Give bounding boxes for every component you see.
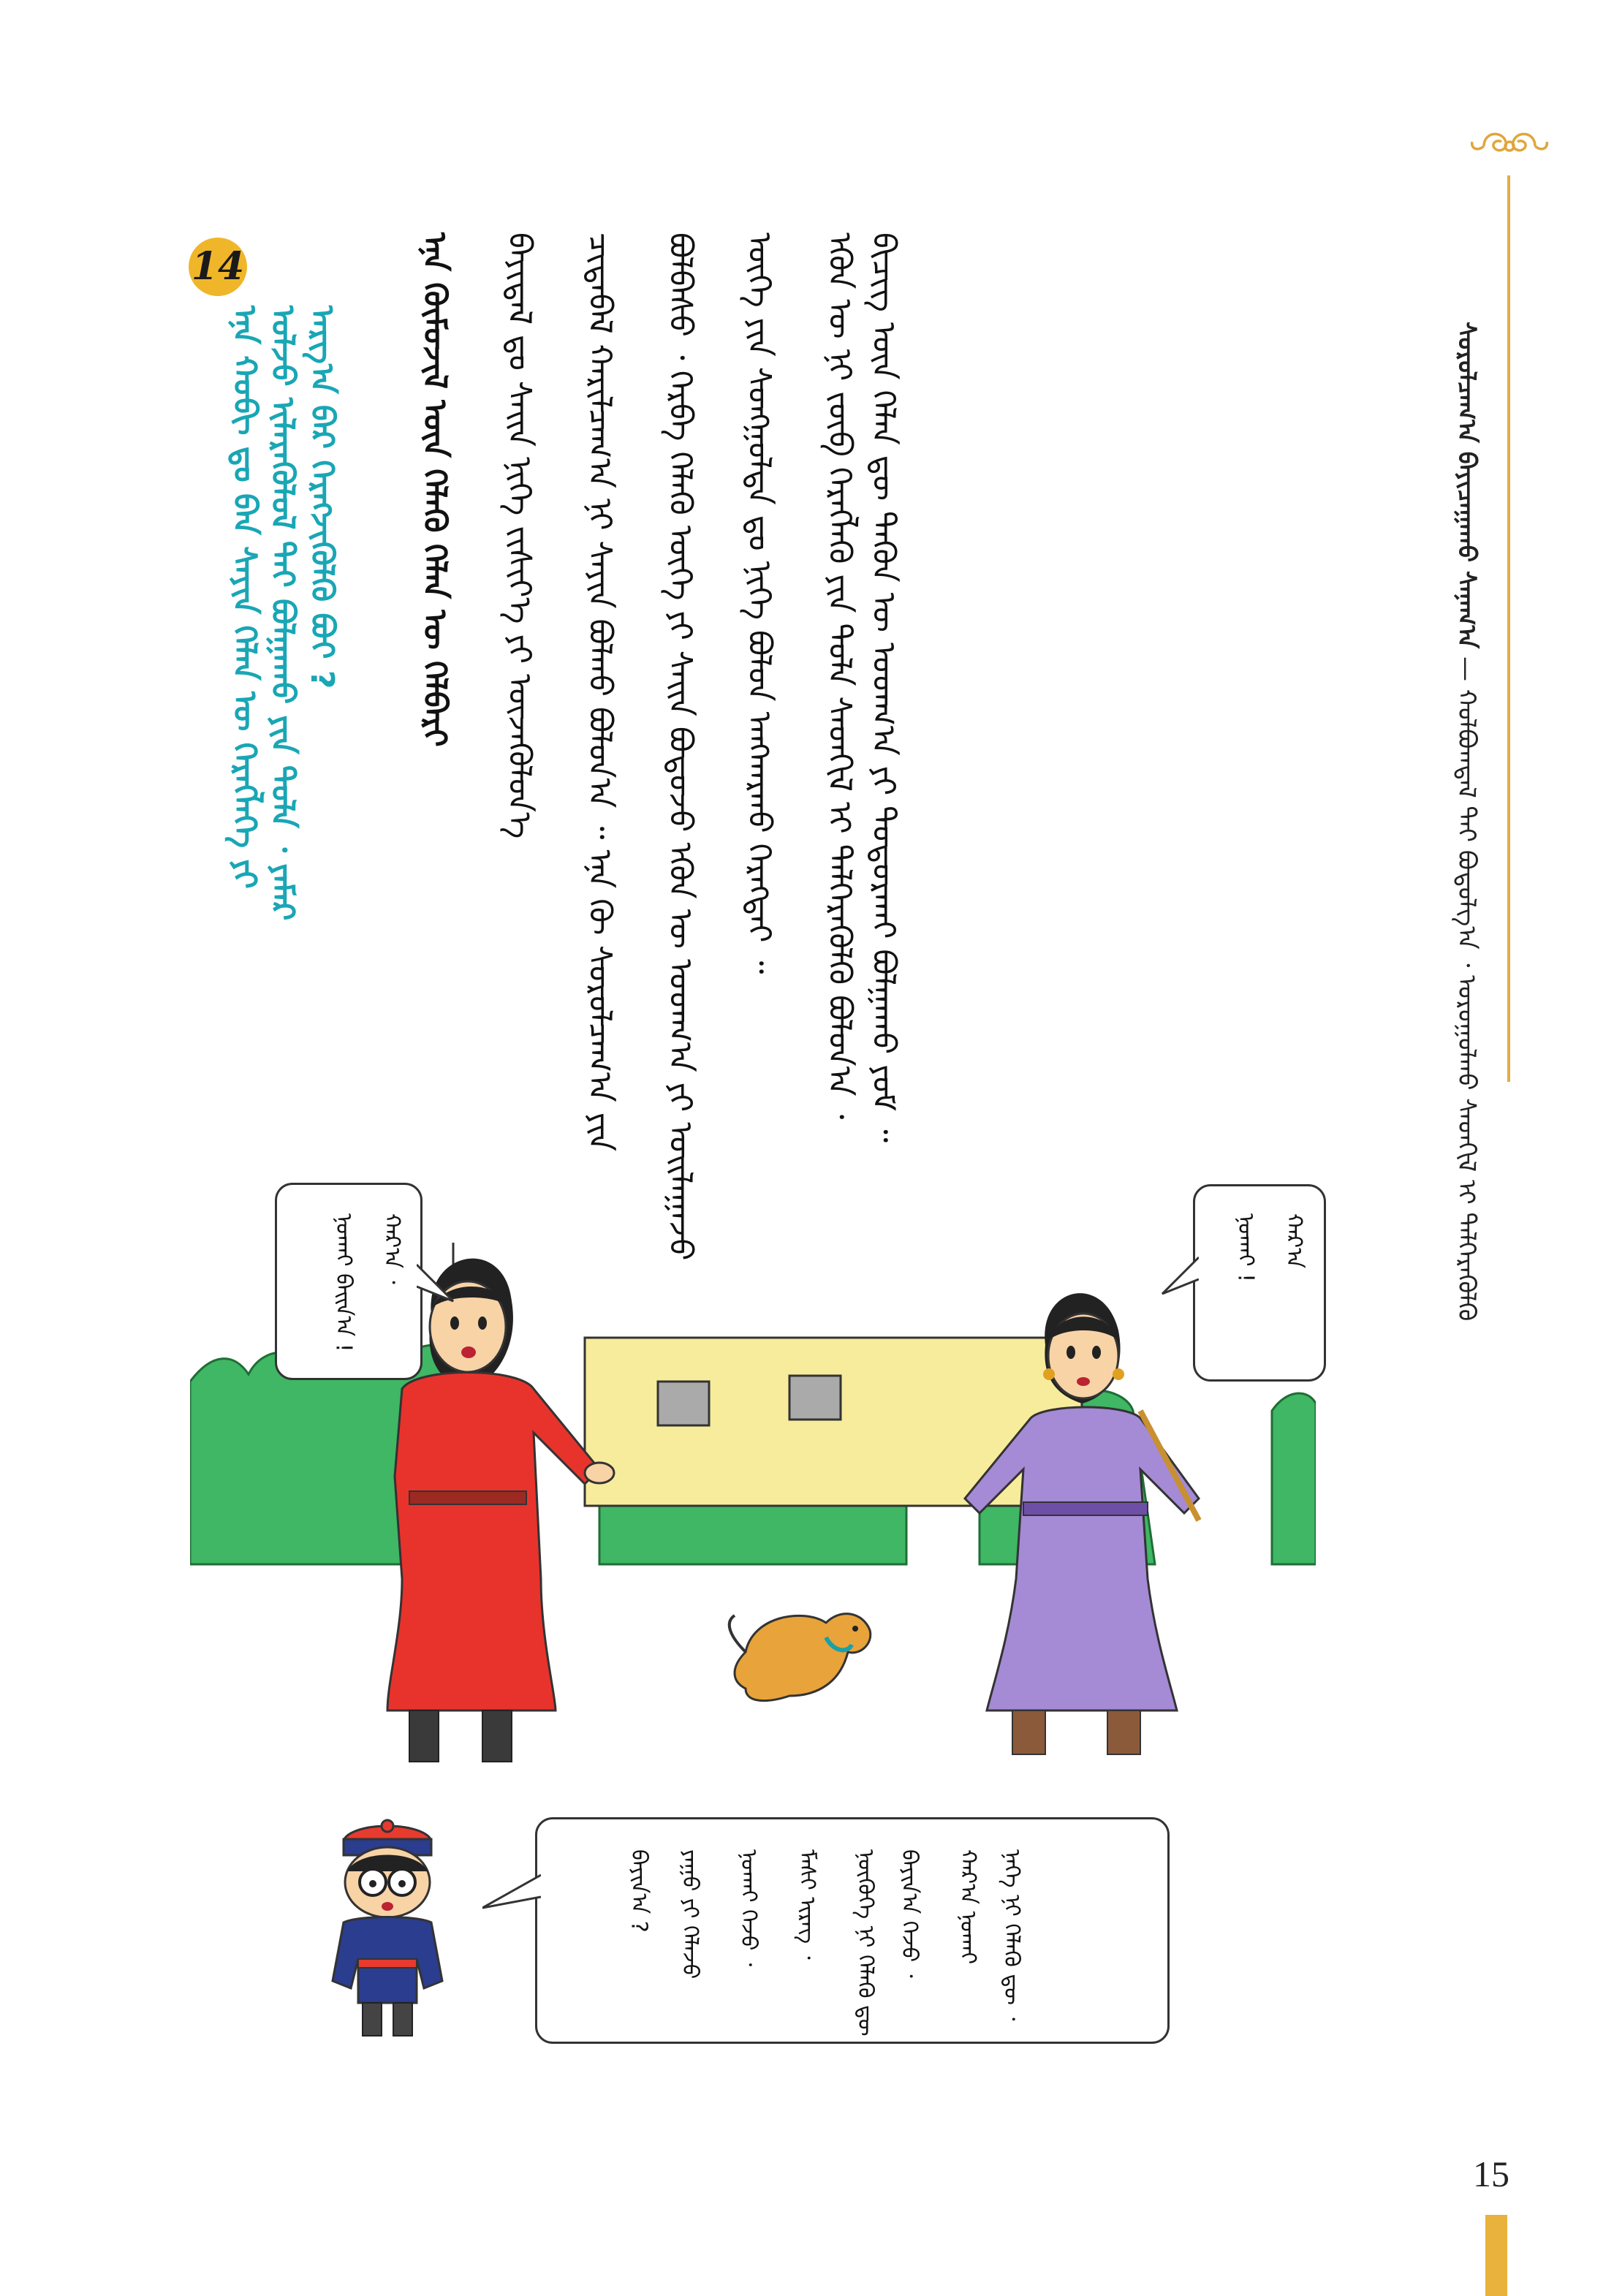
body-column-1: ᠪᠢᠴᠢᠭ ᠦᠨ ᠬᠡᠯᠡᠨ ᠳᠦ ᠲᠡᠭᠦᠨ ᠦ ᠤᠳᠬ᠎ᠠ ᠶᠢ ᠲᠣᠳᠣᠷᠬᠠᠢ ᠪᠣᠯᠭᠠᠬᠤ ᠶᠤᠮ ᠃ bbox=[865, 232, 902, 1143]
question-line-3: ᠠᠷᠭ᠎ᠠ ᠪᠠᠷ ᠬᠡᠷᠡᠭᠵᠢᠭᠦᠯᠬᠦ ᠪᠤᠢ ? bbox=[303, 306, 341, 689]
speech-boy-col-8: ᠪᠠᠶᠢᠨ᠎ᠠ ? bbox=[626, 1849, 652, 1933]
question-line-1: ᠡᠨᠡ ᠬᠤᠪᠢ ᠳᠤ ᠪᠡᠨ ᠰᠠᠶᠢᠨ ᠬᠡᠯᠡᠨ ᠦ ᠬᠡᠷᠡᠭᠯᠡᠭᠡ ᠶᠢ bbox=[226, 306, 263, 889]
running-header-title: ᠰᠤᠷᠤᠯᠴᠠᠭ᠎ᠠ ᠪᠠᠶᠢᠴᠠᠭᠠᠬᠤ ᠰᠠᠨᠠᠭ᠎ᠠ bbox=[1452, 322, 1481, 649]
speech-boy-col-3: ᠪᠠᠶᠢᠨ᠎ᠠ ᠭᠡᠵᠦ ᠂ bbox=[896, 1849, 922, 1978]
question-number-badge: 14 bbox=[189, 238, 247, 296]
speech-boy-col-2: ᠬᠠᠷ᠎ᠠ ᠨᠣᠬᠠᠢ bbox=[955, 1849, 981, 1965]
bubble-tail bbox=[482, 1871, 541, 1915]
question-line-2: ᠣᠯᠵᠤ ᠢᠯᠡᠷᠡᠭᠦᠯᠦᠯ ᠲᠡᠢ ᠪᠣᠯᠭᠠᠬᠤ ᠶᠢᠨ ᠲᠤᠯᠠ ᠂ ᠶᠠᠮᠠᠷ bbox=[264, 306, 301, 921]
running-header-dash: — bbox=[1452, 656, 1481, 681]
speech-boy-col-7: ᠶᠠᠭᠤ ᠶᠢ ᠬᠡᠯᠡᠵᠦ bbox=[677, 1849, 703, 1979]
speech-boy-col-5: ᠮᠠᠰᠢ ᠢᠷᠡᠭ ᠂ bbox=[794, 1849, 820, 1960]
speech-left-woman-col-1: ᠬᠠᠷ᠎ᠠ ᠂ bbox=[379, 1213, 405, 1284]
ornament-icon bbox=[1462, 117, 1557, 175]
speech-boy-col-4: ᠨᠥᠭᠦᠭᠡ ᠨᠢ ᠬᠡᠯᠡᠬᠦ ᠳᠦ bbox=[852, 1849, 879, 2037]
running-header-subtitle: ᠬᠣᠯᠪᠣᠭᠳᠠᠯ ᠲᠠᠶ ᠪᠣᠳᠣᠯᠭ᠎ᠠ ᠂ ᠤᠷᠤᠭᠤᠯᠬᠤ ᠰᠡᠳᠬᠢᠯ ᠢ ᠲᠡᠯᠭᠡᠷᠡᠭᠦᠯᠬᠦ bbox=[1452, 689, 1481, 1322]
speech-boy-col-1: ᠨᠡᠭᠡ ᠨᠢ ᠬᠡᠯᠡᠬᠦ ᠳᠦ ᠂ bbox=[999, 1849, 1025, 2021]
speech-right-woman-col-2: ᠨᠣᠬᠠᠢ ! bbox=[1232, 1213, 1259, 1283]
bubble-tail bbox=[417, 1257, 461, 1308]
running-header bbox=[1451, 322, 1495, 1321]
header-rule bbox=[1507, 175, 1510, 1082]
building-window bbox=[789, 1376, 841, 1420]
bubble-tail bbox=[1155, 1250, 1199, 1301]
speech-left-woman-col-2: ᠨᠣᠬᠠᠢ ᠪᠠᠢᠨ᠎ᠠ ! bbox=[330, 1213, 357, 1352]
dog bbox=[730, 1614, 871, 1701]
body-column-5: ᠴᠢᠳᠠᠪᠠᠯ ᠬᠠᠷᠢᠯᠴᠠᠭ᠎ᠠ ᠨᠢ ᠰᠠᠶᠢᠨ ᠪᠣᠯᠬᠤ ᠪᠣᠯᠤᠨ᠎ᠠ ᠃ ᠡᠨᠡ ᠬᠦ ᠰᠤᠷᠤᠯᠴᠠᠭ᠎ᠠ ᠶᠢᠨ bbox=[581, 232, 618, 1151]
hedge bbox=[1272, 1393, 1316, 1564]
body-column-6: ᠪᠠᠶᠢᠳᠠᠯ ᠳᠤ ᠰᠠᠢᠨ ᠨᠢᠭᠡ ᠵᠢᠱᠢᠶ᠎ᠡ ᠶᠢ ᠦᠵᠡᠭᠦᠯᠦᠨ᠎ᠡ bbox=[501, 232, 538, 839]
boy-illustration bbox=[314, 1813, 461, 2047]
building-window bbox=[658, 1382, 709, 1425]
page-edge-tab bbox=[1485, 2215, 1507, 2296]
page-number: 15 bbox=[1473, 2153, 1509, 2194]
speech-right-woman-col-1: ᠬᠠᠷ᠎ᠠ bbox=[1281, 1213, 1307, 1269]
body-column-7: ᠡᠨᠡ ᠬᠦᠮᠦᠵᠢᠯ ᠦᠨ ᠬᠡᠯᠡᠬᠦ ᠬᠡᠯᠡᠨ ᠦ ᠬᠡᠯᠪᠡᠷᠢ bbox=[416, 232, 453, 747]
body-column-2: ᠡᠭᠦᠨ ᠦ ᠨᠢ ᠵᠦᠪ ᠬᠡᠷᠡᠭᠯᠡᠬᠦ ᠶᠢᠨ ᠲᠤᠯᠠ ᠰᠡᠳᠬᠢᠯ ᠢ ᠲᠡᠯᠭᠡᠷᠡᠭᠦᠯᠬᠦ ᠪᠣᠯᠤᠨ᠎ᠠ ᠂ bbox=[821, 232, 858, 1120]
body-column-3: ᠦᠭᠡ ᠶᠢᠨ ᠰᠣᠩᠭᠣᠯᠲᠠ ᠳᠤ ᠨᠢᠭᠡ ᠪᠣᠯᠤᠨ ᠠᠩᠬᠠᠷᠬᠤ ᠬᠡᠷᠡᠭᠲᠡᠢ ᠃ bbox=[740, 232, 778, 974]
body-column-4: ᠪᠣᠯᠪᠠᠰᠤ ᠂ ᠬᠡᠷᠪᠡ ᠬᠡᠯᠡᠬᠦ ᠦᠭᠡ ᠶᠢ ᠰᠠᠢᠨ ᠪᠣᠳᠣᠵᠤ ᠡᠭᠦᠨ ᠦ ᠤᠳᠬ᠎ᠠ ᠶᠢ ᠣᠢᠯᠠᠭᠠᠵᠤ bbox=[662, 232, 699, 1261]
speech-boy-col-6: ᠨᠣᠬᠠᠢ ᠭᠡᠵᠦ ᠂ bbox=[735, 1849, 762, 1967]
